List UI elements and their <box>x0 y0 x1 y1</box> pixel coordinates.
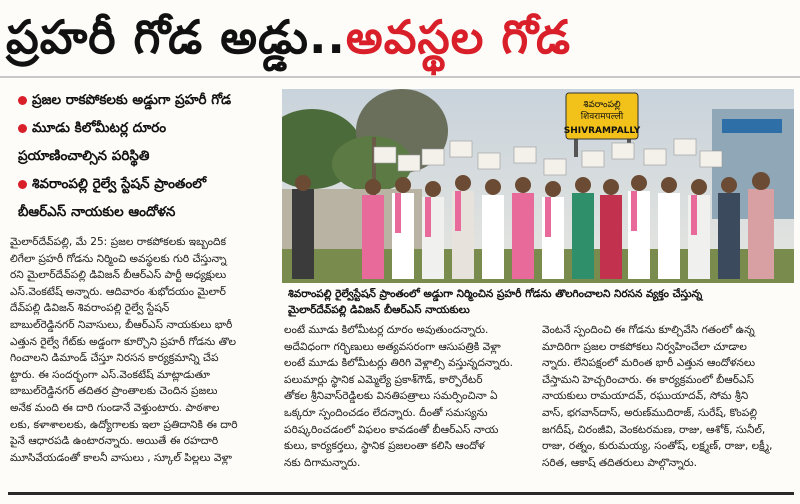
protest-photo-illustration <box>282 89 794 283</box>
bullet-item <box>18 86 280 114</box>
bullet-dot-icon <box>18 96 27 105</box>
article-column-1 <box>10 234 278 466</box>
bullet-item <box>18 142 280 170</box>
text-line: బాబుల్‌రెడ్డినగర్ తదితర ప్రాంతాలకు చెందిన ప్రజలు <box>10 385 218 398</box>
text-line: ఎస్.వెంకటేష్ అన్నారు. ఆదివారం శుభోదయం మైలార్ <box>10 285 226 298</box>
text-line: మాదిరిగా ప్రజల రాకపోకలు నిర్వహించేలా చూడాల <box>542 340 747 353</box>
text-line: అదేవిధంగా గర్భిణులు అత్యవసరంగా ఆసుపత్రికి వెళ్లా <box>284 340 501 353</box>
text-line: జగదీష్, చిరంజీవి, వెంకటరమణ, రాజు, ఆశోక్, సునీల్, <box>542 423 766 436</box>
caption-line: మైలార్‌దేవ్‌పల్లి డివిజన్ బీఆర్ఎస్ నాయకులు <box>288 304 470 316</box>
station-sign-line3: SHIVRAMPALLY <box>563 126 641 136</box>
bullet-text: శివరాంపల్లి రైల్వే స్టేషన్ ప్రాంతంలో <box>32 176 207 192</box>
text-line: నకు దిగామన్నారు. <box>284 456 361 469</box>
bullet-dot-icon <box>18 124 27 133</box>
text-line: రని మైలార్‌దేవ్‌పల్లి డివిజన్ బీఆర్ఎస్ పార్టీ అధ్యక్షులు <box>10 269 227 282</box>
text-line: లంటే మూడు కిలోమీటర్లు తిరిగి వెళ్లాల్సి వస్తున్నదన్నారు. <box>284 357 513 370</box>
photo-caption <box>288 286 788 320</box>
headline-part-red: అవస్థల గోడ <box>345 10 571 64</box>
text-line: పరిష్కరించడంలో విఫలం కావడంతో బీఆర్ఎస్ నాయ <box>284 423 499 436</box>
text-line: సరిత, ఆకాష్ తదితరులు పాల్గొన్నారు. <box>542 456 697 469</box>
bullet-item <box>18 114 280 142</box>
text-line: ఒక్కరూ స్పందించడం లేదన్నారు. దీంతో సమస్యను <box>284 406 488 419</box>
text-line: అనేక మంది ఈ దారి గుండానే వెళ్తుంటారు. పాఠశాల <box>10 401 220 414</box>
bullet-text: ప్రజల రాకపోకలకు అడ్డుగా ప్రహరీ గోడ <box>32 92 232 108</box>
headline-part-black: ప్రహరీ గోడ అడ్డు.. <box>6 10 346 64</box>
text-line: దేవ్‌పల్లి డివిజన్ శివరాంపల్లి రైల్వే స్టేషన్ <box>10 302 170 315</box>
text-line: పలుమార్లు స్థానిక ఎమ్మెల్యే ప్రకాశ్‌గౌడ్, కార్పొరేటర్ <box>284 373 483 386</box>
text-line: కులు, కార్యకర్తలు, స్థానిక ప్రజలంతా కలిసి ఆందోళ <box>284 440 485 453</box>
text-line: లకు, కళాశాలలకు, ఉద్యోగాలకు ఇలా ప్రతిదానికి ఈ దారి <box>10 418 238 431</box>
text-line: మూసివేయడంతో కాలనీ వాసులు , స్కూల్ పిల్లలు వెళ్లా <box>10 451 232 464</box>
text-line: మైలార్‌దేవ్‌పల్లి, మే 25: ప్రజల రాకపోకలకు ఇబ్బందిక <box>10 236 227 248</box>
bullet-text: బీఆర్ఎస్ నాయకుల ఆందోళన <box>18 204 176 220</box>
text-line: ట్టారు. ఈ సందర్భంగా ఎస్.వెంకటేష్ మాట్లాడుతూ <box>10 368 210 381</box>
protest-photo <box>282 89 794 283</box>
caption-line: శివరాంపల్లి రైల్వేస్టేషన్ ప్రాంతంలో అడ్డుగా నిర్మించిన ప్రహరీ గోడను తొలగించాలని నిరసన వ్యక్తం చేస్తున్న <box>288 288 703 300</box>
bullet-item <box>18 198 280 226</box>
bullet-text: మూడు కిలోమీటర్ల దూరం <box>32 120 167 136</box>
station-sign-line1: శివరాంపల్లి <box>583 100 621 110</box>
text-line: వాస్, భగవాన్‌దాస్, అరుణ్‌ముదిరాజ్, సురేష్, కొంపల్లి <box>542 406 758 419</box>
text-line: వెంటనే స్పందించి ఈ గోడను కూల్చివేసి గతంలో ఉన్న <box>542 324 755 336</box>
headline-divider <box>0 76 800 78</box>
text-line: నాయకులు రామయాదవ్, రఘుయాదవ్, సోమ శ్రీని <box>542 390 749 403</box>
bullet-dot-icon <box>18 180 27 189</box>
text-line: తోకల శ్రీనివాస్‌రెడ్డిలకు వినతిపత్రాలు సమర్పించినా ఏ <box>284 390 498 403</box>
text-line: లిగేలా ప్రహరీ గోడను నిర్మించి అవస్థలకు గురి చేస్తున్నా <box>10 252 227 265</box>
article-column-2 <box>284 322 534 471</box>
text-line: ఎత్తున రైల్వే గేట్‌కు అడ్డంగా కూర్చొని ప్రహరీ గోడను తొల <box>10 335 237 348</box>
text-line: గించాలని డిమాండ్ చేస్తూ నిరసన కార్యక్రమాన్ని చేప <box>10 352 219 365</box>
bullet-item <box>18 170 280 198</box>
text-line: పైనే ఆధారపడి ఉంటారన్నారు. అయితే ఈ రహదారి <box>10 435 219 448</box>
bullet-text: ప్రయాణించాల్సిన పరిస్థితి <box>18 148 150 164</box>
text-line: బాబుల్‌రెడ్డినగర్ నివాసులు, బీఆర్ఎస్ నాయకులు భారీ <box>10 318 233 331</box>
text-line: లంటే మూడు కిలోమీటర్ల దూరం అవుతుందన్నారు. <box>284 324 489 336</box>
bullet-points <box>18 86 280 226</box>
headline <box>6 0 796 74</box>
article-column-3 <box>542 322 794 471</box>
text-line: చేస్తామని హెచ్చరించారు. ఈ కార్యక్రమంలో బీఆర్ఎస్ <box>542 373 754 386</box>
text-line: న్నారు. లేనిపక్షంలో మరింత భారీ ఎత్తున ఆందోళనలు <box>542 357 756 370</box>
station-sign-line2: शिवरामपल्ली <box>580 112 624 122</box>
text-line: రాజు, రత్నం, కురుమయ్య, సంతోష్, లక్ష్మణ్, రాజు, లక్ష్మీ, <box>542 440 773 453</box>
bottom-divider <box>8 492 794 495</box>
